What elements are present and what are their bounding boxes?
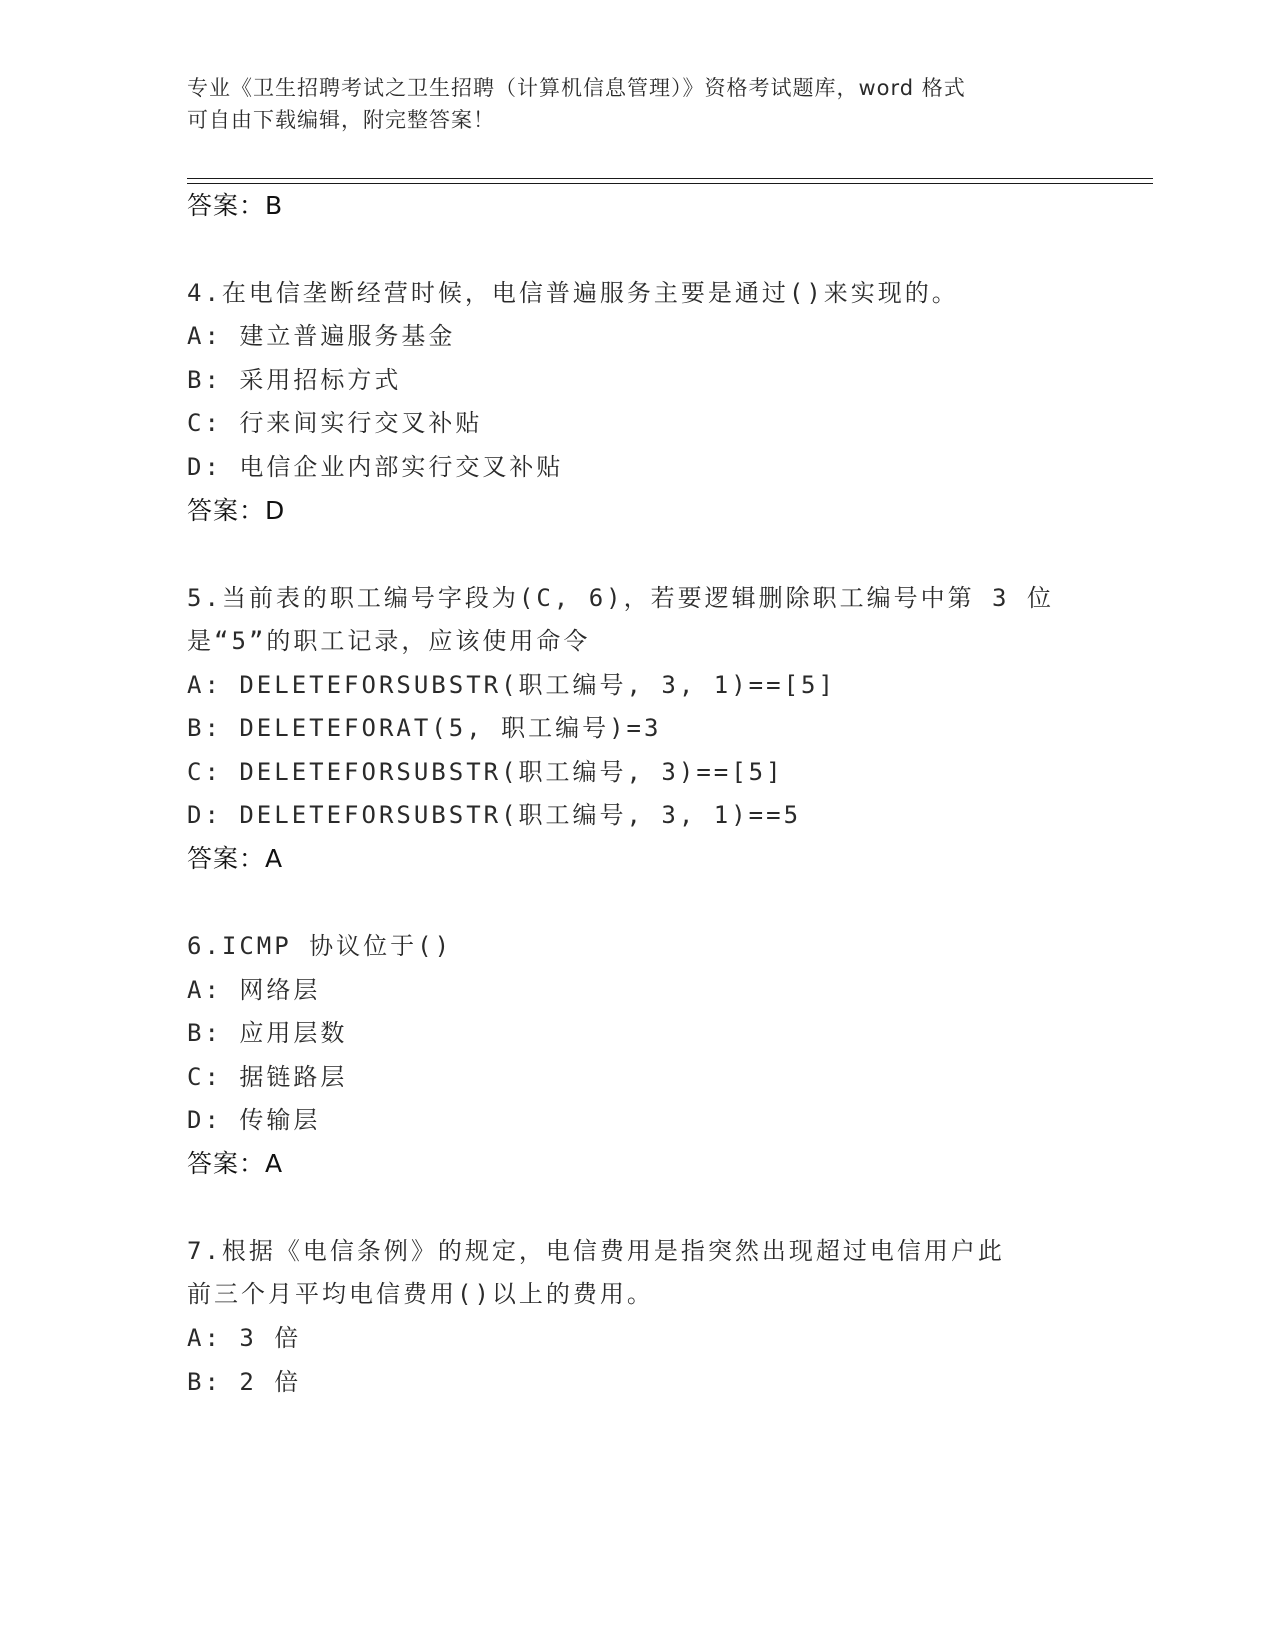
question-4-option-c: C: 行来间实行交叉补贴	[187, 409, 483, 437]
question-7-option-b: B: 2 倍	[187, 1368, 302, 1396]
question-7-option-a: A: 3 倍	[187, 1324, 302, 1352]
question-7-stem-line-2: 前三个月平均电信费用()以上的费用。	[187, 1280, 654, 1308]
question-5-stem-line-1: 5.当前表的职工编号字段为(C, 6)，若要逻辑删除职工编号中第 3 位	[187, 584, 1054, 612]
question-6-option-a: A: 网络层	[187, 976, 321, 1004]
question-4-option-b: B: 采用招标方式	[187, 366, 402, 394]
question-7-stem-line-1: 7.根据《电信条例》的规定，电信费用是指突然出现超过电信用户此	[187, 1237, 1005, 1265]
question-6-option-d: D: 传输层	[187, 1106, 321, 1134]
question-4-option-d: D: 电信企业内部实行交叉补贴	[187, 453, 564, 481]
document-header	[187, 72, 1067, 136]
question-4-option-a: A: 建立普遍服务基金	[187, 322, 456, 350]
question-5-option-c: C: DELETEFORSUBSTR(职工编号, 3)==[5]	[187, 758, 784, 786]
header-divider-top	[187, 178, 1153, 179]
question-6-option-c: C: 据链路层	[187, 1063, 348, 1091]
question-4-stem: 4.在电信垄断经营时候，电信普遍服务主要是通过()来实现的。	[187, 279, 959, 307]
header-line-1: 专业《卫生招聘考试之卫生招聘（计算机信息管理）》资格考试题库，word 格式	[187, 76, 966, 100]
question-4-answer: 答案：D	[187, 496, 286, 525]
question-6-option-b: B: 应用层数	[187, 1019, 348, 1047]
answer-previous-question: 答案：B	[187, 191, 284, 220]
question-5-stem-line-2: 是“5”的职工记录，应该使用命令	[187, 627, 591, 655]
question-6-stem: 6.ICMP 协议位于()	[187, 932, 453, 960]
question-5-option-b: B: DELETEFORAT(5, 职工编号)=3	[187, 714, 662, 742]
question-5-option-a: A: DELETEFORSUBSTR(职工编号, 3, 1)==[5]	[187, 671, 836, 699]
question-5-option-d: D: DELETEFORSUBSTR(职工编号, 3, 1)==5	[187, 801, 802, 829]
header-divider-bottom	[187, 183, 1153, 184]
question-5-answer: 答案：A	[187, 844, 284, 873]
question-6-answer: 答案：A	[187, 1149, 284, 1178]
header-line-2: 可自由下载编辑，附完整答案！	[187, 108, 495, 132]
